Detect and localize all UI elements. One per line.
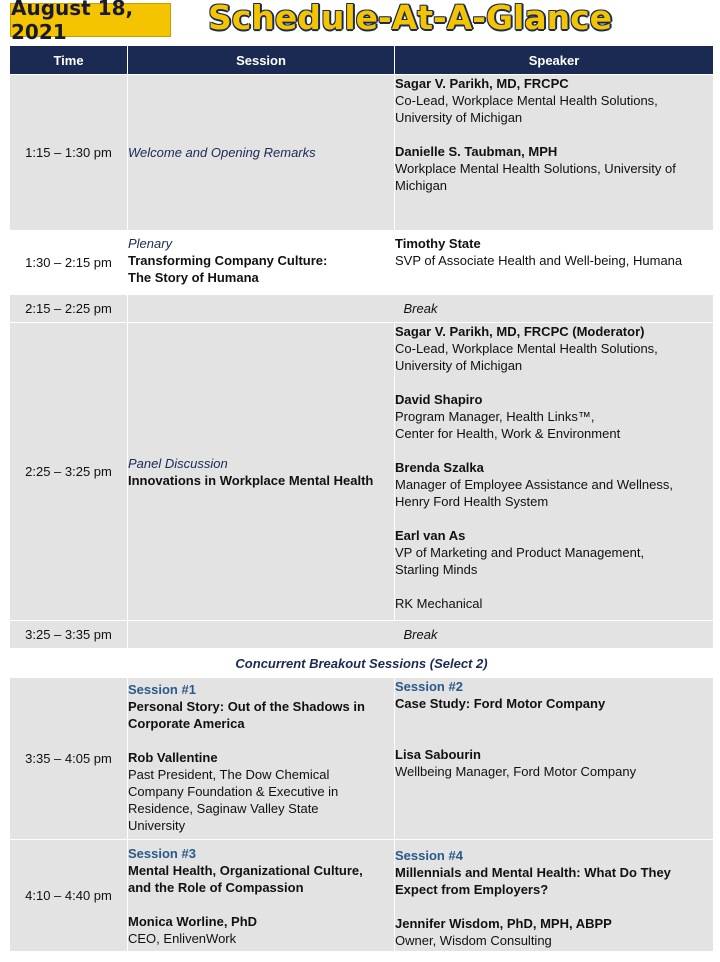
speaker-name: Danielle S. Taubman, MPH — [395, 144, 558, 159]
table-row — [10, 840, 714, 952]
time-cell: 4:10 – 4:40 pm — [10, 840, 128, 952]
session-cell — [128, 678, 395, 840]
session-cell — [395, 840, 714, 952]
speaker-name: Sagar V. Parikh, MD, FRCPC — [395, 76, 569, 91]
time-cell: 1:15 – 1:30 pm — [10, 75, 128, 231]
speaker-affiliation: University of Michigan — [395, 358, 523, 373]
speaker-entry — [395, 323, 713, 374]
speaker-name: Earl van As — [395, 528, 466, 543]
session-cell — [128, 323, 395, 621]
speaker-affiliation: Henry Ford Health System — [395, 494, 549, 509]
speaker-name: David Shapiro — [395, 392, 483, 407]
session-label: Session #4 — [395, 848, 463, 863]
concurrent-heading: Concurrent Breakout Sessions (Select 2) — [10, 649, 714, 678]
speaker-affiliation: Residence, Saginaw Valley State — [128, 801, 319, 816]
speaker-affiliation: Co-Lead, Workplace Mental Health Solutions, — [395, 93, 658, 108]
speaker-affiliation: Co-Lead, Workplace Mental Health Solutions, — [395, 341, 658, 356]
speaker-affiliation: VP of Marketing and Product Management, — [395, 545, 645, 560]
session-title: Case Study: Ford Motor Company — [395, 696, 606, 711]
session-title: Mental Health, Organizational Culture, — [128, 863, 363, 878]
speaker-affiliation: Starling Minds — [395, 562, 478, 577]
time-cell: 2:25 – 3:25 pm — [10, 323, 128, 621]
header-time: Time — [10, 46, 128, 75]
session-title: Corporate America — [128, 716, 245, 731]
session-title: and the Role of Compassion — [128, 880, 304, 895]
time-cell: 3:25 – 3:35 pm — [10, 621, 128, 649]
table-row — [10, 621, 714, 649]
speaker-affiliation: Center for Health, Work & Environment — [395, 426, 621, 441]
speaker-affiliation: Past President, The Dow Chemical — [128, 767, 330, 782]
speaker-name: Jennifer Wisdom, PhD, MPH, ABPP — [395, 916, 612, 931]
session-title: Expect from Employers? — [395, 882, 549, 897]
speaker-name: Monica Worline, PhD — [128, 914, 258, 929]
speaker-affiliation: Owner, Wisdom Consulting — [395, 933, 552, 948]
speaker-affiliation: SVP of Associate Health and Well-being, Humana — [395, 253, 683, 268]
break-cell: Break — [128, 621, 714, 649]
table-row — [10, 678, 714, 840]
speaker-affiliation: University of Michigan — [395, 110, 523, 125]
table-row — [10, 323, 714, 621]
session-title: Personal Story: Out of the Shadows in — [128, 699, 365, 714]
session-title: Transforming Company Culture: — [128, 253, 328, 268]
schedule-table — [9, 45, 714, 952]
speaker-name: Sagar V. Parikh, MD, FRCPC (Moderator) — [395, 324, 645, 339]
session-cell — [128, 231, 395, 295]
session-label: Session #3 — [128, 846, 196, 861]
header-speaker: Speaker — [395, 46, 714, 75]
speaker-cell — [395, 323, 714, 621]
speaker-cell — [395, 75, 714, 231]
speaker-affiliation: University — [128, 818, 186, 833]
speaker-affiliation: Workplace Mental Health Solutions, University of — [395, 161, 676, 176]
session-title: Innovations in Workplace Mental Health — [128, 472, 374, 488]
speaker-affiliation: Michigan — [395, 178, 448, 193]
speaker-affiliation: Company Foundation & Executive in — [128, 784, 339, 799]
speaker-cell — [395, 231, 714, 295]
speaker-affiliation: Program Manager, Health Links™, — [395, 409, 595, 424]
table-row — [10, 75, 714, 231]
time-cell: 2:15 – 2:25 pm — [10, 295, 128, 323]
break-cell: Break — [128, 295, 714, 323]
session-title: Welcome and Opening Remarks — [128, 145, 316, 160]
speaker-entry — [395, 143, 713, 194]
table-row — [10, 231, 714, 295]
speaker-affiliation: CEO, EnlivenWork — [128, 931, 237, 946]
speaker-entry — [395, 391, 713, 442]
session-label: Session #2 — [395, 679, 463, 694]
page-title: Schedule-At-A-Glance — [208, 0, 613, 37]
speaker-affiliation: Manager of Employee Assistance and Wellness, — [395, 477, 673, 492]
time-cell: 3:35 – 4:05 pm — [10, 678, 128, 840]
time-cell: 1:30 – 2:15 pm — [10, 231, 128, 295]
table-row — [10, 649, 714, 678]
session-cell — [128, 840, 395, 952]
speaker-entry — [395, 459, 713, 510]
speaker-extra: RK Mechanical — [395, 596, 483, 611]
speaker-entry — [395, 75, 713, 126]
speaker-name: Rob Vallentine — [128, 750, 218, 765]
speaker-name: Brenda Szalka — [395, 460, 484, 475]
session-title: The Story of Humana — [128, 270, 259, 285]
session-label: Session #1 — [128, 682, 196, 697]
session-cell — [128, 75, 395, 231]
session-type: Panel Discussion — [128, 455, 228, 471]
table-row — [10, 295, 714, 323]
speaker-name: Timothy State — [395, 236, 481, 251]
speaker-name: Lisa Sabourin — [395, 747, 481, 762]
header-session: Session — [128, 46, 395, 75]
table-header-row — [10, 46, 714, 75]
speaker-affiliation: Wellbeing Manager, Ford Motor Company — [395, 764, 637, 779]
session-cell — [395, 678, 714, 840]
date-badge: August 18, 2021 — [10, 3, 171, 37]
session-type: Plenary — [128, 236, 173, 251]
speaker-entry — [395, 527, 713, 578]
session-title: Millennials and Mental Health: What Do They — [395, 865, 671, 880]
